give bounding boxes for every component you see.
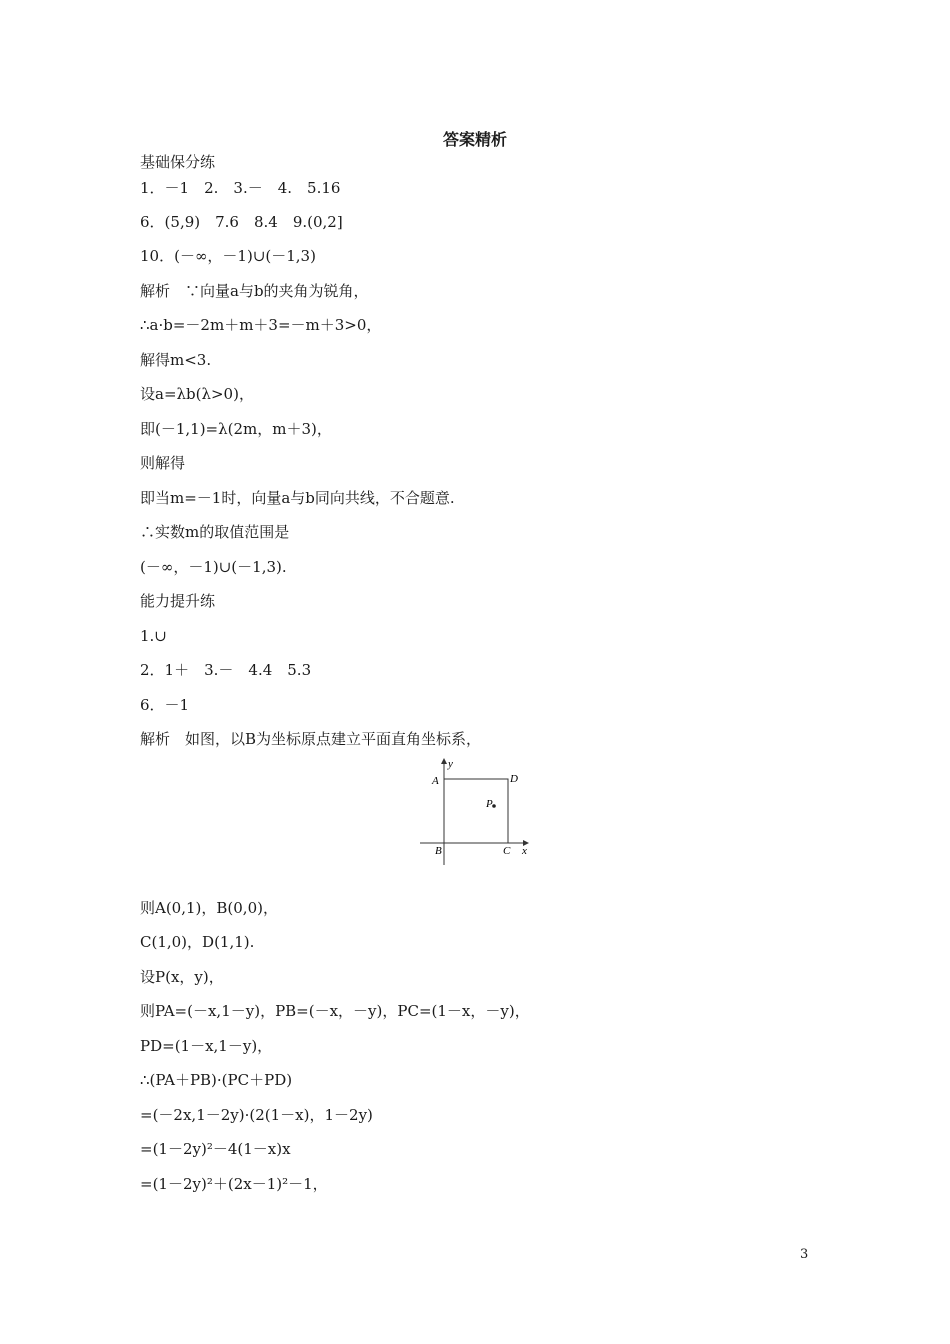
page-title: 答案精析 [442,130,507,149]
analysis-line: ∴(PA＋PB)·(PC＋PD) [140,1071,293,1089]
answer-line: 1．－1 2. 3.－ 4. 5.16 [140,179,341,197]
analysis-line: ∴实数m的取值范围是 [140,523,290,541]
answer-line: 1.∪ [140,627,167,645]
label-p: P [486,798,493,810]
analysis-line: 则解得 [140,454,186,472]
analysis-line: =(1－2y)²＋(2x－1)²－1， [140,1175,328,1193]
page-number: 3 [800,1247,809,1262]
label-x: x [522,845,527,857]
point-p [492,804,496,808]
label-a: A [432,775,439,787]
answer-line: 6．－1 [140,696,190,714]
label-d: D [510,773,518,785]
analysis-line: 设a=λb(λ>0)， [140,385,254,403]
analysis-line: 解析 如图，以B为坐标原点建立平面直角坐标系， [140,730,482,748]
analysis-line: 即(－1,1)=λ(2m，m＋3)， [140,420,332,438]
analysis-line: C(1,0)，D(1,1). [140,933,255,951]
analysis-line: 设P(x，y)， [140,968,224,986]
label-c: C [503,845,511,857]
answer-line: 6．(5,9) 7.6 8.4 9.(0,2] [140,213,343,231]
answer-line: 2．1＋ 3.－ 4.4 5.3 [140,661,312,679]
analysis-line: 则PA=(－x,1－y)，PB=(－x，－y)，PC=(1－x，－y)， [140,1002,530,1020]
analysis-line: PD=(1－x,1－y)， [140,1037,273,1055]
analysis-line: 解析 ∵向量a与b的夹角为锐角， [140,282,369,300]
analysis-line: =(－2x,1－2y)·(2(1－x)，1－2y) [140,1106,373,1124]
analysis-line: 则A(0,1)，B(0,0)， [140,899,278,917]
coordinate-figure [410,755,540,870]
analysis-line: 解得m<3. [140,351,212,369]
answer-line: 10．(－∞，－1)∪(－1,3) [140,247,316,265]
square-diagram [410,755,540,870]
label-b: B [435,845,442,857]
analysis-line: 即当m=－1时，向量a与b同向共线，不合题意. [140,489,455,507]
square-abcd [444,779,508,843]
section-heading: 能力提升练 [140,592,216,610]
section-heading: 基础保分练 [140,153,216,171]
analysis-line: =(1－2y)²－4(1－x)x [140,1140,291,1158]
analysis-line: (－∞，－1)∪(－1,3). [140,558,287,576]
label-y: y [448,758,453,770]
analysis-line: ∴a·b=－2m＋m＋3=－m＋3>0， [140,316,382,334]
